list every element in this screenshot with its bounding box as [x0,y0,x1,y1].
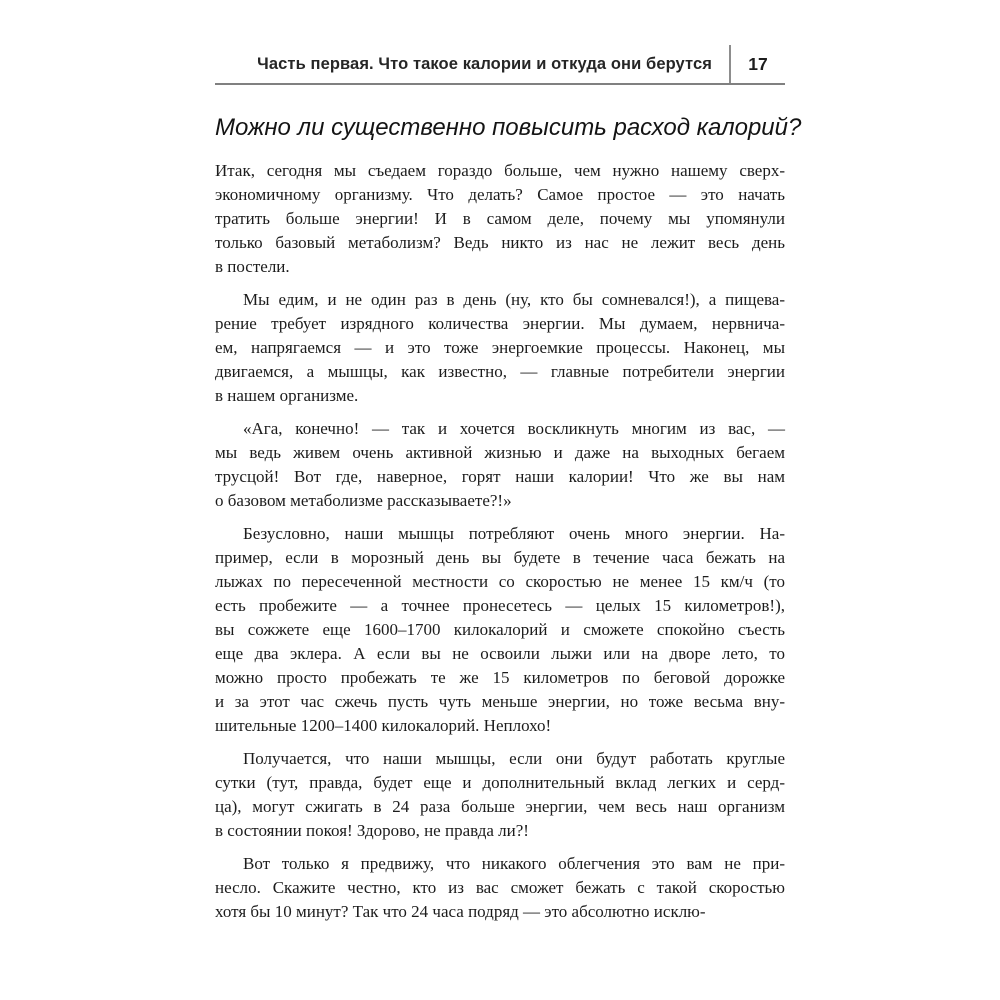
text-line: Вот только я предвижу, что никакого облегчения это вам не при- [243,854,785,873]
text-line: хотя бы 10 минут? Так что 24 часа подряд — это абсолютно исклю- [215,902,706,921]
paragraph [215,159,785,279]
text-line: трусцой! Вот где, наверное, горят наши калории! Что же вы нам [215,467,785,486]
paragraph [215,288,785,408]
text-line: о базовом метаболизме рассказываете?!» [215,491,512,510]
page-header [215,45,785,85]
text-line: в постели. [215,257,290,276]
text-line: есть пробежите — а точнее пронесетесь — целых 15 километров!), [215,596,785,615]
text-line: «Ага, конечно! — так и хочется воскликнуть многим из вас, — [243,419,785,438]
paragraph [215,747,785,843]
text-line: в состоянии покоя! Здорово, не правда ли?! [215,821,529,840]
text-line: только базовый метаболизм? Ведь никто из нас не лежит весь день [215,233,785,252]
paragraph [215,417,785,513]
text-line: тратить больше энергии! И в самом деле, почему мы упомянули [215,209,785,228]
page-content [215,0,802,924]
text-line: Мы едим, и не один раз в день (ну, кто бы сомневался!), а пищева- [243,290,785,309]
text-line: Безусловно, наши мышцы потребляют очень много энергии. На- [243,524,785,543]
text-line: ца), могут сжигать в 24 раза больше энергии, чем весь наш организм [215,797,785,816]
paragraph [215,852,785,924]
text-line: лыжах по пересеченной местности со скоростью не менее 15 км/ч (то [215,572,785,591]
running-title: Часть первая. Что такое калории и откуда они берутся [257,54,712,73]
text-line: можно просто пробежать те же 15 километров по беговой дорожке [215,668,785,687]
header-row [215,45,785,83]
section-title: Можно ли существенно повысить расход калорий? [215,114,802,141]
text-line: сутки (тут, правда, будет еще и дополнительный вклад легких и серд- [215,773,785,792]
text-line: Итак, сегодня мы съедаем гораздо больше, чем нужно нашему сверх- [215,161,785,180]
header-rule [215,83,785,85]
text-line: шительные 1200–1400 килокалорий. Неплохо! [215,716,552,735]
text-line: несло. Скажите честно, кто из вас сможет бежать с такой скоростью [215,878,785,897]
text-line: еще два эклера. А если вы не освоили лыжи или на дворе лето, то [215,644,785,663]
text-line: вы сожжете еще 1600–1700 килокалорий и сможете спокойно съесть [215,620,785,639]
text-line: рение требует изрядного количества энергии. Мы думаем, нервнича- [215,314,785,333]
paragraph [215,522,785,738]
text-line: Получается, что наши мышцы, если они будут работать круглые [243,749,785,768]
text-line: и за этот час сжечь пусть чуть меньше энергии, но тоже весьма вну- [215,692,785,711]
text-line: в нашем организме. [215,386,359,405]
text-line: двигаемся, а мышцы, как известно, — главные потребители энергии [215,362,785,381]
text-line: пример, если в морозный день вы будете в течение часа бежать на [215,548,785,567]
text-line: ем, напрягаемся — и это тоже энергоемкие процессы. Наконец, мы [215,338,785,357]
body-text [215,159,785,924]
page-number: 17 [748,53,768,74]
text-line: экономичному организму. Что делать? Самое простое — это начать [215,185,785,204]
text-line: мы ведь живем очень активной жизнью и даже на выходных бегаем [215,443,785,462]
